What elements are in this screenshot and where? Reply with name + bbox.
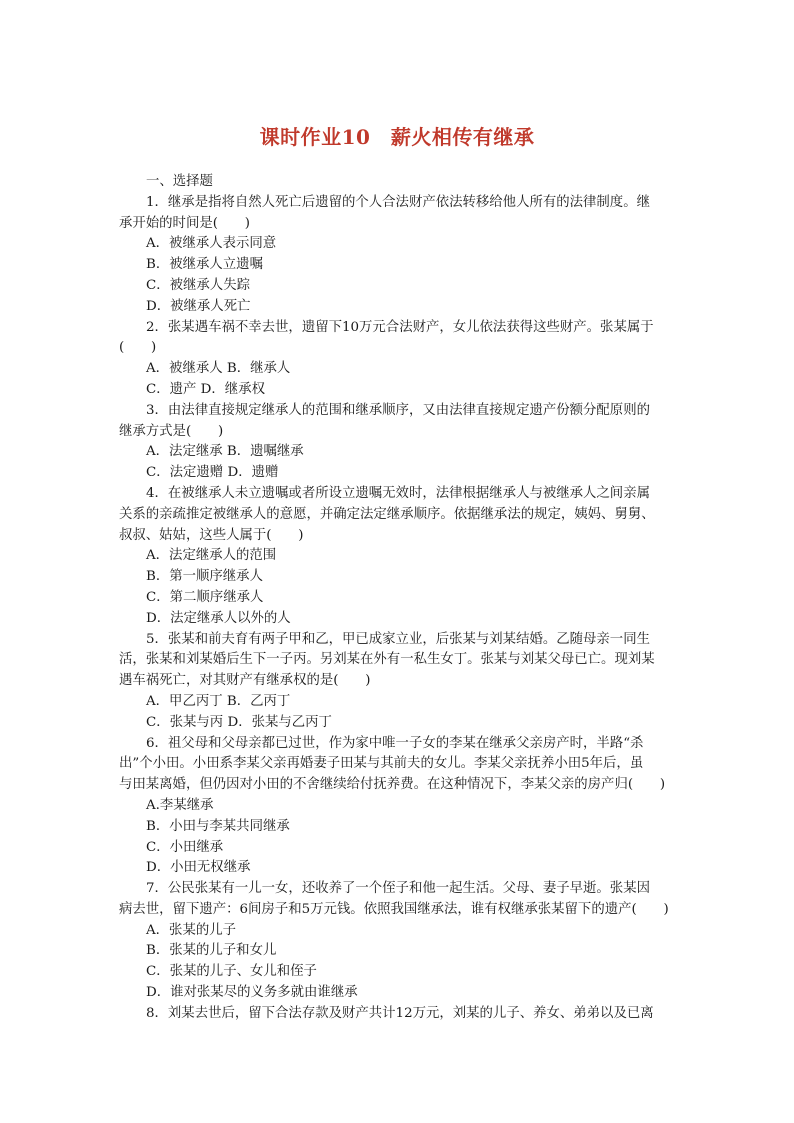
text-line-q4o2: B．第一顺序继承人 xyxy=(146,569,263,585)
text-line-q5c: 遇车祸死亡，对其财产有继承权的是( ) xyxy=(119,673,371,689)
text-line-q6o3: C．小田继承 xyxy=(146,839,224,855)
text-line-q7o2: B．张某的儿子和女儿 xyxy=(146,943,277,959)
question-list xyxy=(119,172,679,1025)
text-line-q4b: 关系的亲疏推定被继承人的意愿，并确定法定继承顺序。依据继承法的规定，姨妈、舅舅、 xyxy=(119,506,655,522)
text-line-q1o4: D．被继承人死亡 xyxy=(146,298,251,314)
text-line-q2o1: A．被继承人 B．继承人 xyxy=(146,361,291,377)
text-line-q7a: 7．公民张某有一儿一女，还收养了一个侄子和他一起生活。父母、妻子早逝。张某因 xyxy=(146,881,650,897)
text-line-q5o1: A．甲乙丙丁 B．乙丙丁 xyxy=(146,693,291,709)
text-line-q1o1: A．被继承人表示同意 xyxy=(146,236,277,252)
text-line-q3a: 3．由法律直接规定继承人的范围和继承顺序，又由法律直接规定遗产份额分配原则的 xyxy=(146,402,650,418)
text-line-q3o1: A．法定继承 B．遗嘱继承 xyxy=(146,444,304,460)
text-line-q6a: 6．祖父母和父母亲都已过世，作为家中唯一子女的李某在继承父亲房产时，半路“杀 xyxy=(146,735,644,751)
text-line-q7o3: C．张某的儿子、女儿和侄子 xyxy=(146,964,317,980)
text-line-q5a: 5．张某和前夫育有两子甲和乙，甲已成家立业，后张某与刘某结婚。乙随母亲一同生 xyxy=(146,631,650,647)
text-line-q6o4: D．小田无权继承 xyxy=(146,860,251,876)
text-line-q7o4: D．谁对张某尽的义务多就由谁继承 xyxy=(146,985,358,1001)
text-line-q2a: 2．张某遇车祸不幸去世，遗留下10万元合法财产，女儿依法获得这些财产。张某属于 xyxy=(146,319,654,335)
text-line-q8a: 8．刘某去世后，留下合法存款及财产共计12万元，刘某的儿子、养女、弟弟以及已离 xyxy=(146,1005,654,1021)
text-line-q6o1: A.李某继承 xyxy=(146,797,214,813)
text-line-q2b: ( ) xyxy=(119,340,157,356)
text-line-q3b: 继承方式是( ) xyxy=(119,423,224,439)
text-line-q6c: 与田某离婚，但仍因对小田的不舍继续给付抚养费。在这种情况下，李某父亲的房产归( ) xyxy=(119,777,666,793)
text-line-q7o1: A．张某的儿子 xyxy=(146,922,237,938)
text-line-q5o2: C．张某与丙 D．张某与乙丙丁 xyxy=(146,714,332,730)
text-line-q6b: 出”个小田。小田系李某父亲再婚妻子田某与其前夫的女儿。李某父亲抚养小田5年后，虽 xyxy=(119,756,644,772)
text-line-q1a: 1．继承是指将自然人死亡后遗留的个人合法财产依法转移给他人所有的法律制度。继 xyxy=(146,194,650,210)
text-line-q4a: 4．在被继承人未立遗嘱或者所设立遗嘱无效时，法律根据继承人与被继承人之间亲属 xyxy=(146,485,650,501)
text-line-q4o3: C．第二顺序继承人 xyxy=(146,589,264,605)
text-line-q6o2: B．小田与李某共同继承 xyxy=(146,818,290,834)
text-line-q5b: 活，张某和刘某婚后生下一子丙。另刘某在外有一私生女丁。张某与刘某父母已亡。现刘某 xyxy=(119,652,655,668)
text-line-q4o4: D．法定继承人以外的人 xyxy=(146,610,291,626)
text-line-q7b: 病去世，留下遗产：6间房子和5万元钱。依照我国继承法，谁有权继承张某留下的遗产( ) xyxy=(119,901,669,917)
text-line-q4c: 叔叔、姑姑，这些人属于( ) xyxy=(119,527,304,543)
text-line-q1o3: C．被继承人失踪 xyxy=(146,277,250,293)
text-line-q4o1: A．法定继承人的范围 xyxy=(146,548,277,564)
text-line-q1b: 承开始的时间是( ) xyxy=(119,215,250,231)
text-line-q1o2: B．被继承人立遗嘱 xyxy=(146,257,263,273)
page-title: 课时作业10 薪火相传有继承 xyxy=(259,125,535,149)
text-line-q3o2: C．法定遗赠 D．遗赠 xyxy=(146,465,279,481)
section-heading: 一、选择题 xyxy=(146,174,213,189)
text-line-q2o2: C．遗产 D．继承权 xyxy=(146,381,265,397)
